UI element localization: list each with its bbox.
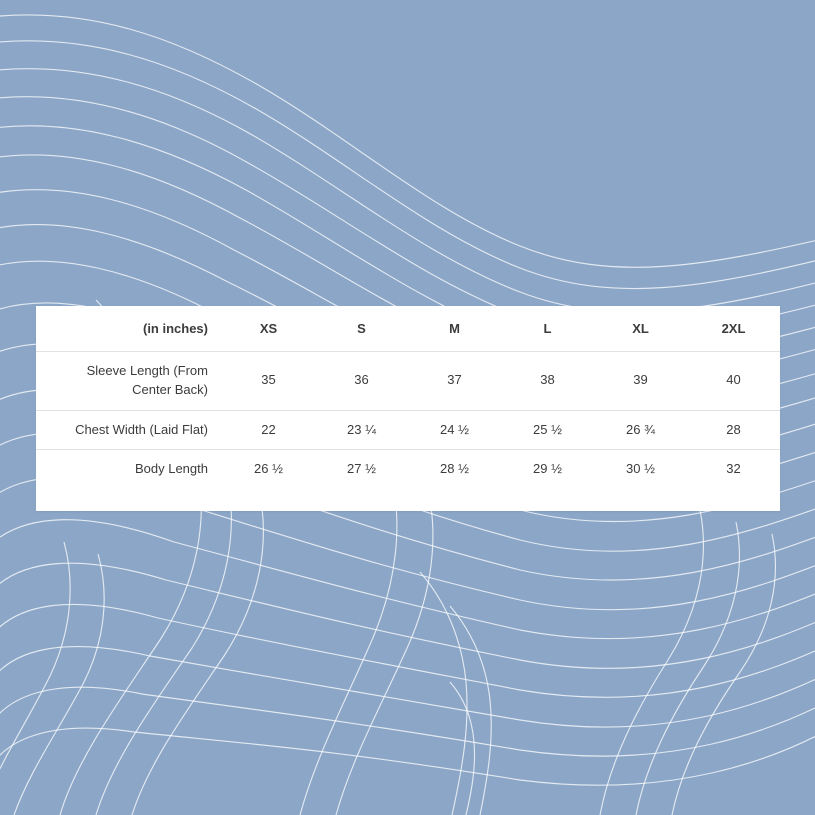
column-header-xl: XL [632,321,649,336]
row-label-sleeve-length: Sleeve Length (From Center Back) [36,351,222,410]
cell-body-length-xl: 30 ½ [594,450,687,489]
cell-body-length-l: 29 ½ [501,450,594,489]
cell-sleeve-length-xs: 35 [222,351,315,410]
cell-chest-width-l: 25 ½ [501,410,594,450]
cell-chest-width-2xl: 28 [687,410,780,450]
cell-sleeve-length-m: 37 [408,351,501,410]
row-label-body-length: Body Length [36,450,222,489]
column-header-l: L [543,321,552,336]
size-chart-card [36,306,780,511]
cell-body-length-2xl: 32 [687,450,780,489]
size-chart-body [36,351,780,489]
cell-body-length-xs: 26 ½ [222,450,315,489]
table-row [36,410,780,450]
table-row [36,351,780,410]
table-row [36,450,780,489]
column-header-xs: XS [259,321,278,336]
size-chart-table [36,306,780,489]
column-header-2xl: 2XL [721,321,746,336]
cell-chest-width-xs: 22 [222,410,315,450]
cell-chest-width-m: 24 ½ [408,410,501,450]
column-header-m: M [449,321,460,336]
cell-sleeve-length-l: 38 [501,351,594,410]
cell-body-length-s: 27 ½ [315,450,408,489]
cell-sleeve-length-s: 36 [315,351,408,410]
cell-sleeve-length-2xl: 40 [687,351,780,410]
column-header-unit: (in inches) [142,321,208,336]
cell-chest-width-s: 23 ¼ [315,410,408,450]
cell-chest-width-xl: 26 ¾ [594,410,687,450]
card-bottom-padding [36,489,780,511]
cell-body-length-m: 28 ½ [408,450,501,489]
size-chart-header [36,306,780,351]
column-header-s: S [357,321,366,336]
table-header-row [36,306,780,351]
row-label-chest-width: Chest Width (Laid Flat) [36,410,222,450]
cell-sleeve-length-xl: 39 [594,351,687,410]
